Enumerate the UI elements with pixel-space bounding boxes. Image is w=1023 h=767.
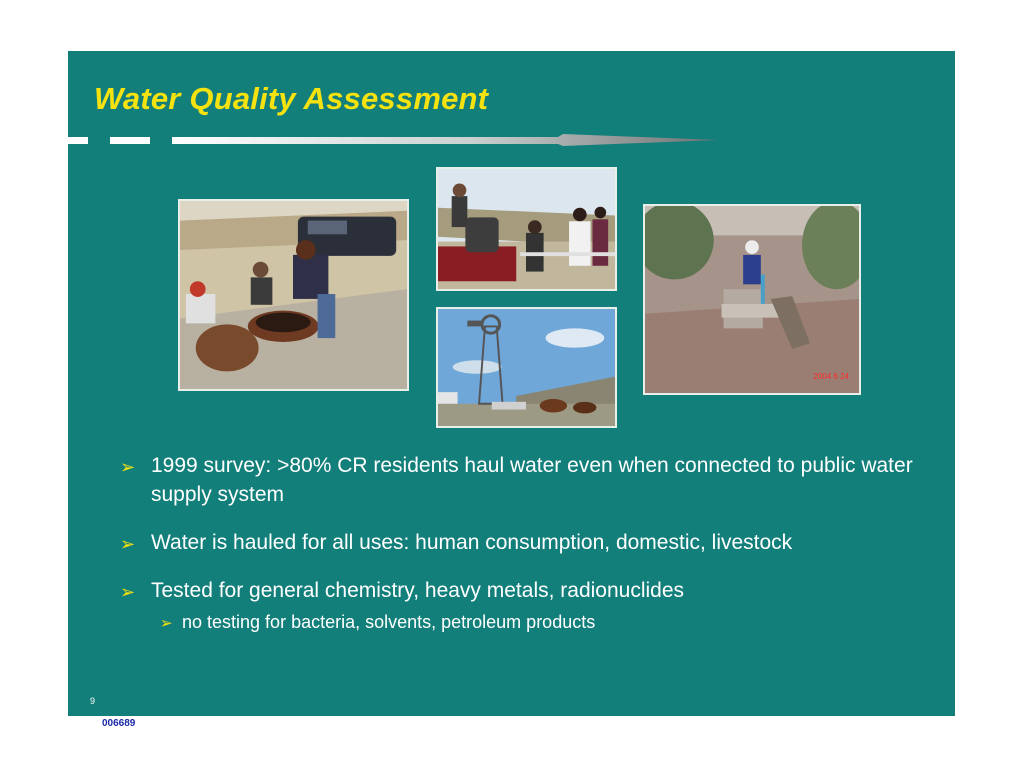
bullet-text: Water is hauled for all uses: human consumption, domestic, livestock [151,531,793,554]
page-number: 9 [90,696,96,706]
sub-bullet-item [160,610,940,634]
bullet-text: Tested for general chemistry, heavy metals, radionuclides [151,579,685,602]
photo-date-stamp: 2004 6 24 [813,372,849,381]
title-divider [68,129,955,153]
bullet-list [120,451,940,634]
bullet-item [120,451,940,509]
document-id: 006689 [102,718,136,729]
bullet-item [120,528,940,557]
photo-windmill-livestock [436,307,617,428]
photo-spring-trough [643,204,861,395]
slide-title: Water Quality Assessment [94,81,489,116]
bullet-text: 1999 survey: >80% CR residents haul water even when connected to public water supply system [151,454,913,506]
photo-wellhead-sampling [178,199,409,391]
arrow-bullet-icon: ➢ [120,534,136,555]
bullet-item [120,576,940,605]
photo-water-hauling-truck [436,167,617,291]
slide [68,51,955,716]
arrow-bullet-icon: ➢ [160,614,173,632]
arrow-bullet-icon: ➢ [120,582,136,603]
sub-bullet-text: no testing for bacteria, solvents, petroleum products [182,612,596,632]
arrow-bullet-icon: ➢ [120,457,136,478]
